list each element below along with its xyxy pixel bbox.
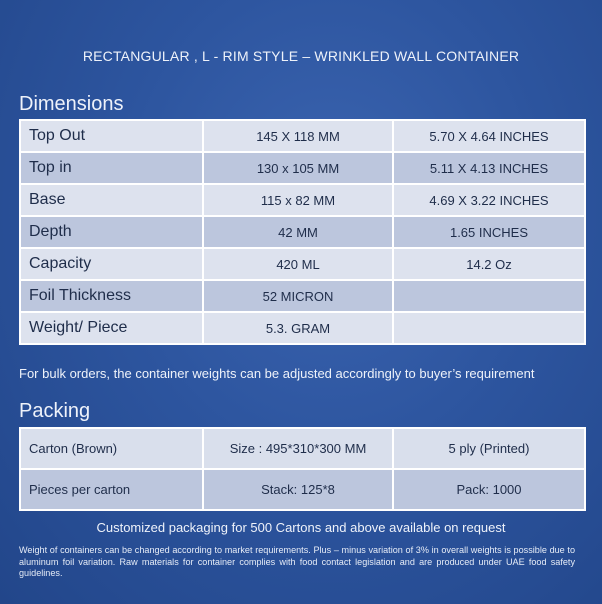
table-row — [20, 312, 585, 344]
document-title: RECTANGULAR , L - RIM STYLE – WRINKLED WALL CONTAINER — [82, 48, 520, 64]
table-row — [20, 428, 585, 469]
packing-table — [19, 427, 586, 511]
dimension-label: Base — [20, 184, 203, 216]
dimension-imperial: 5.70 X 4.64 INCHES — [393, 120, 585, 152]
bulk-order-note: For bulk orders, the container weights can be adjusted accordingly to buyer’s requirement — [19, 366, 535, 381]
dimension-label: Foil Thickness — [20, 280, 203, 312]
dimensions-table — [19, 119, 586, 345]
packing-heading: Packing — [19, 400, 91, 422]
packing-label: Pieces per carton — [20, 469, 203, 510]
packing-spec: 5 ply (Printed) — [393, 428, 585, 469]
custom-packaging-note: Customized packaging for 500 Cartons and above available on request — [96, 520, 506, 535]
dimension-label: Depth — [20, 216, 203, 248]
dimension-imperial: 5.11 X 4.13 INCHES — [393, 152, 585, 184]
dimension-metric: 5.3. GRAM — [203, 312, 393, 344]
dimension-metric: 115 x 82 MM — [203, 184, 393, 216]
packing-size: Size : 495*310*300 MM — [203, 428, 393, 469]
dimension-metric: 145 X 118 MM — [203, 120, 393, 152]
dimension-metric: 52 MICRON — [203, 280, 393, 312]
packing-stack: Stack: 125*8 — [203, 469, 393, 510]
table-row — [20, 216, 585, 248]
dimension-label: Weight/ Piece — [20, 312, 203, 344]
table-row — [20, 248, 585, 280]
table-row — [20, 120, 585, 152]
table-row — [20, 152, 585, 184]
dimension-metric: 420 ML — [203, 248, 393, 280]
dimension-label: Capacity — [20, 248, 203, 280]
dimension-imperial — [393, 280, 585, 312]
packing-label: Carton (Brown) — [20, 428, 203, 469]
dimension-metric: 42 MM — [203, 216, 393, 248]
dimension-imperial — [393, 312, 585, 344]
dimension-imperial: 4.69 X 3.22 INCHES — [393, 184, 585, 216]
packing-pack: Pack: 1000 — [393, 469, 585, 510]
dimension-imperial: 1.65 INCHES — [393, 216, 585, 248]
dimension-label: Top in — [20, 152, 203, 184]
table-row — [20, 280, 585, 312]
dimension-label: Top Out — [20, 120, 203, 152]
table-row — [20, 469, 585, 510]
footer-note: Weight of containers can be changed according to market requirements. Plus – minus variation of 3% in overall weights is possible due to aluminum foil variation. Raw materials for container complies with food contact legislation and are produced under UAE food safety guidelines. — [19, 545, 575, 578]
dimensions-heading: Dimensions — [19, 93, 124, 115]
table-row — [20, 184, 585, 216]
dimension-imperial: 14.2 Oz — [393, 248, 585, 280]
dimension-metric: 130 x 105 MM — [203, 152, 393, 184]
